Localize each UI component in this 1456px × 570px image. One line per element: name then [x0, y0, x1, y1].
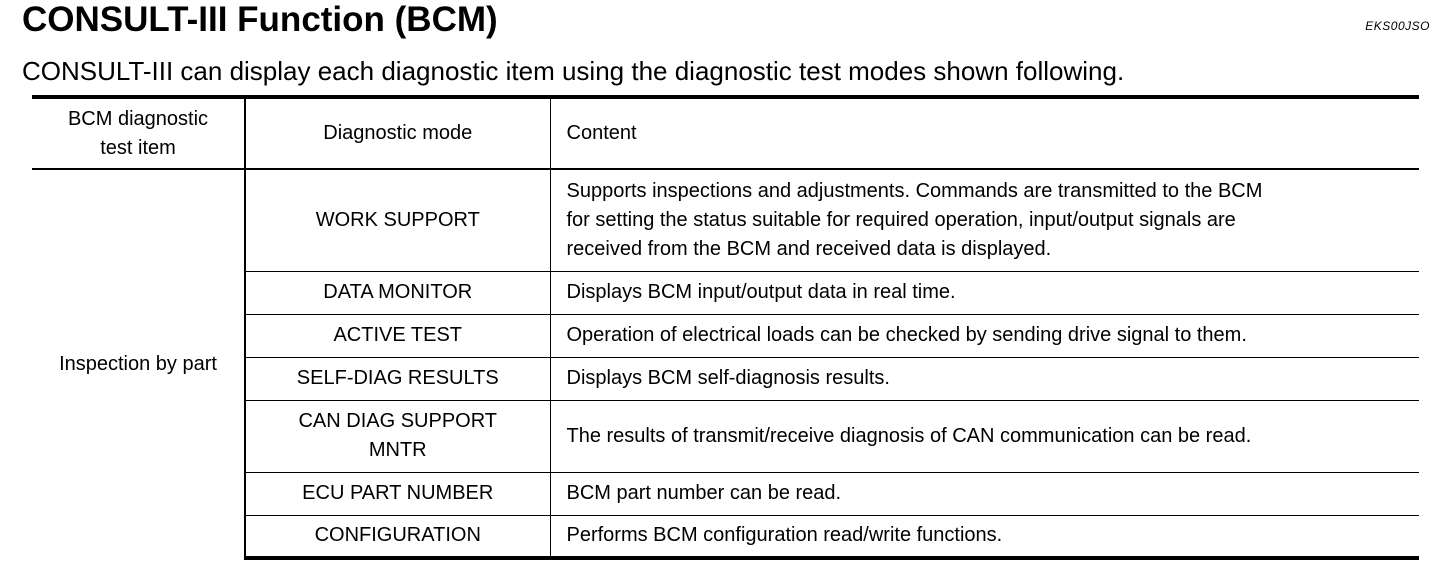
column-header-line: Diagnostic mode	[323, 122, 473, 144]
content-cell	[550, 314, 1419, 357]
document-code: EKS00JSO	[1365, 19, 1430, 33]
content-line: BCM part number can be read.	[566, 482, 842, 504]
diagnostic-table-container	[32, 95, 1419, 560]
content-line: Displays BCM input/output data in real time.	[566, 281, 956, 303]
intro-text: CONSULT-III can display each diagnostic item using the diagnostic test modes shown following.	[22, 56, 1125, 86]
mode-label: MNTR	[368, 439, 427, 461]
mode-cell	[245, 515, 550, 558]
content-line: Performs BCM configuration read/write functions.	[566, 524, 1003, 547]
content-line: received from the BCM and received data is displayed.	[566, 237, 1052, 260]
column-header-test-item	[32, 97, 245, 169]
content-line: Operation of electrical loads can be checked by sending drive signal to them.	[566, 324, 1247, 346]
mode-label: ECU PART NUMBER	[302, 482, 494, 504]
content-cell	[550, 400, 1419, 472]
content-cell	[550, 472, 1419, 515]
mode-label: CAN DIAG SUPPORT	[298, 410, 498, 432]
group-cell-inspection-by-part	[32, 169, 245, 558]
column-header-line: BCM diagnostic	[67, 107, 209, 130]
mode-label: SELF-DIAG RESULTS	[296, 367, 499, 389]
content-line: for setting the status suitable for required operation, input/output signals are	[566, 208, 1236, 231]
table-header-row	[32, 97, 1419, 169]
page-title: CONSULT-III Function (BCM)	[22, 0, 498, 39]
content-cell	[550, 169, 1419, 271]
content-cell	[550, 271, 1419, 314]
mode-cell	[245, 314, 550, 357]
content-line: Displays BCM self-diagnosis results.	[566, 367, 890, 389]
mode-cell	[245, 400, 550, 472]
column-header-content	[550, 97, 1419, 169]
column-header-line: Content	[566, 122, 637, 144]
mode-cell	[245, 357, 550, 400]
diagnostic-mode-table	[32, 95, 1419, 560]
content-line: The results of transmit/receive diagnosis of CAN communication can be read.	[566, 424, 1252, 447]
column-header-diagnostic-mode	[245, 97, 550, 169]
content-cell	[550, 515, 1419, 558]
mode-label: DATA MONITOR	[323, 281, 473, 303]
mode-cell	[245, 169, 550, 271]
mode-label: WORK SUPPORT	[315, 208, 480, 231]
mode-cell	[245, 472, 550, 515]
mode-cell	[245, 271, 550, 314]
mode-label: CONFIGURATION	[314, 524, 481, 547]
content-line: Supports inspections and adjustments. Commands are transmitted to the BCM	[566, 179, 1263, 202]
column-header-line: test item	[100, 136, 176, 159]
content-cell	[550, 357, 1419, 400]
group-label: Inspection by part	[59, 352, 217, 375]
mode-label: ACTIVE TEST	[333, 324, 463, 346]
table-row	[32, 169, 1419, 271]
